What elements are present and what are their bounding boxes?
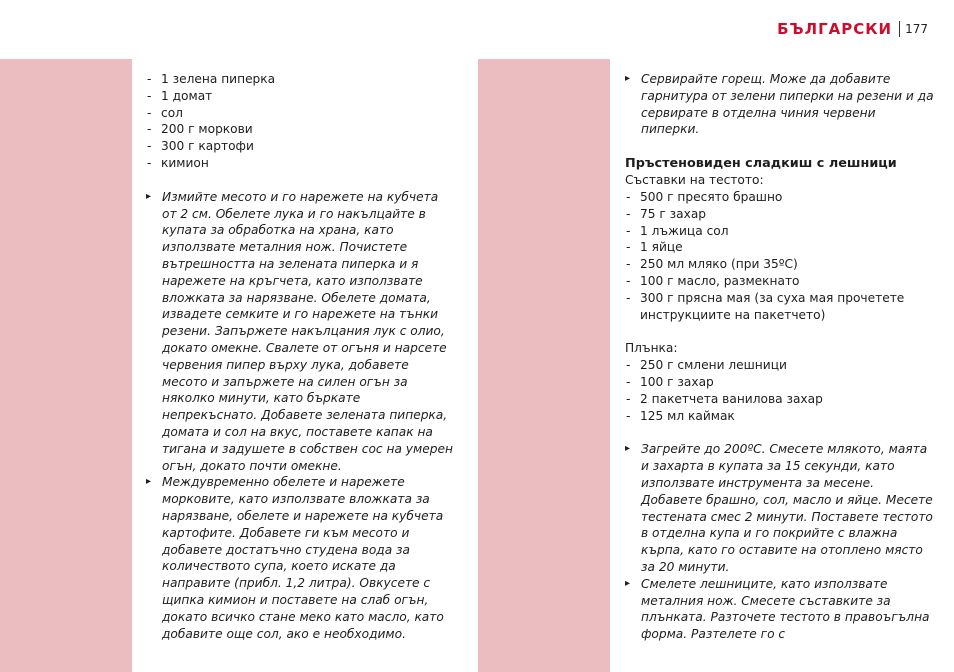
instruction-step: ▸ Сервирайте горещ. Може да добавите гарнитура от зелени пиперки на резени и да сервирате в отделна чиния червени пиперки.: [625, 71, 935, 138]
list-item: - 1 яйце: [625, 239, 935, 256]
list-item: - 250 г смлени лешници: [625, 357, 935, 374]
list-item: - 500 г пресято брашно: [625, 189, 935, 206]
list-item: - 1 домат: [146, 88, 456, 105]
recipe-title: Пръстеновиден сладкиш с лешници: [625, 156, 897, 172]
list-item: - 100 г захар: [625, 374, 935, 391]
decorative-band-middle: [478, 59, 610, 672]
instruction-steps: [146, 189, 456, 643]
instruction-step: ▸ Загрейте до 200ºC. Смесете млякото, маята и захарта в купата за 15 секунди, като използвате инструмента за месене. Добавете брашно, сол, масло и яйце. Месете тестената смес 2 минути. Поставете тестото в отделна купа и го покрийте с влажна кърпа, като го оставите на отоплено място за 20 минути.: [625, 441, 935, 575]
decorative-band-left: [0, 59, 132, 672]
left-column: [146, 71, 456, 642]
instruction-step: ▸ Смелете лешниците, като използвате металния нож. Смесете съставките за плънката. Разточете тестото в правоъгълна форма. Разтелете го с: [625, 576, 935, 643]
filling-ingredient-list: [625, 357, 935, 424]
right-column: [625, 71, 935, 643]
list-item: - сол: [146, 105, 456, 122]
list-item: - 250 мл мляко (при 35ºC): [625, 256, 935, 273]
page-number: 177: [905, 22, 928, 36]
list-item: - 300 г прясна мая (за суха мая прочетете инструкциите на пакетчето): [625, 290, 935, 324]
dough-ingredient-list: [625, 189, 935, 323]
instruction-step: ▸ Междувременно обелете и нарежете морковите, като използвате вложката за нарязване, обелете и нарежете на кубчета картофите. Добавете ги към месото и добавете достатъчно студена вода за количеството супа, което искате да направите (прибл. 1,2 литра). Овкусете с щипка кимион и поставете на слаб огън, докато всичко стане меко като масло, като добавите още сол, ако е необходимо.: [146, 474, 456, 642]
instruction-steps: [625, 441, 935, 643]
page-header: [777, 19, 928, 39]
filling-heading: Плънка:: [625, 341, 678, 356]
header-divider: [899, 21, 900, 37]
list-item: - 200 г моркови: [146, 121, 456, 138]
list-item: - 2 пакетчета ванилова захар: [625, 391, 935, 408]
dough-heading: Съставки на тестото:: [625, 173, 764, 188]
list-item: - 125 мл каймак: [625, 408, 935, 425]
list-item: - кимион: [146, 155, 456, 172]
serve-step-list: [625, 71, 935, 138]
instruction-step: ▸ Измийте месото и го нарежете на кубчета от 2 см. Обелете лука и го накълцайте в купата за обработка на храна, като използвате металния нож. Почистете вътрешността на зелената пиперка и я нарежете на кръгчета, като използвате вложката за нарязване. Обелете домата, извадете семките и го нарежете на тънки резени. Запържете накълцания лук с олио, докато омекне. Свалете от огъня и нарсете червения пипер върху лука, добавете месото и запържете на силен огън за няколко минути, като бъркате непрекъснато. Добавете зелената пиперка, домата и сол на вкус, поставете капак на тигана и задушете в собствен сос на умерен огън, докато почти омекне.: [146, 189, 456, 475]
list-item: - 300 г картофи: [146, 138, 456, 155]
ingredient-list: [146, 71, 456, 172]
list-item: - 1 зелена пиперка: [146, 71, 456, 88]
list-item: - 100 г масло, размекнато: [625, 273, 935, 290]
language-label: БЪЛГАРСКИ: [777, 20, 893, 38]
list-item: - 1 лъжица сол: [625, 223, 935, 240]
list-item: - 75 г захар: [625, 206, 935, 223]
